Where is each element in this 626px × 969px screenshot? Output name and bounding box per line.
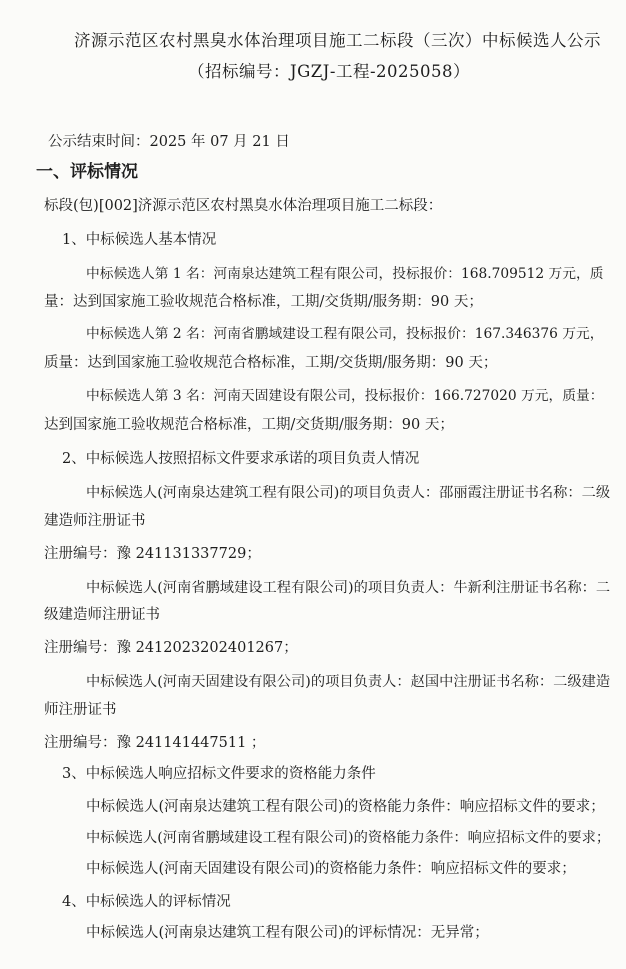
pm-3-line-1: 中标候选人(河南天固建设有限公司)的项目负责人：赵国中注册证书名称：二级建造	[86, 674, 611, 690]
qualification-2: 中标候选人(河南省鹏域建设工程有限公司)的资格能力条件：响应招标文件的要求；	[86, 830, 611, 846]
candidate-1-line-1: 中标候选人第 1 名：河南泉达建筑工程有限公司，投标报价：168.709512 万元，质	[86, 266, 604, 282]
pm-1-line-1: 中标候选人(河南泉达建筑工程有限公司)的项目负责人：邵丽霞注册证书名称：二级	[86, 485, 611, 501]
pm-2-line-1: 中标候选人(河南省鹏域建设工程有限公司)的项目负责人：牛新利注册证书名称：二	[86, 580, 611, 596]
document-title: 济源示范区农村黑臭水体治理项目施工二标段（三次）中标候选人公示	[74, 31, 601, 50]
candidate-3-line-2: 达到国家施工验收规范合格标准，工期/交货期/服务期：90 天；	[44, 417, 454, 433]
candidate-2-line-2: 质量：达到国家施工验收规范合格标准，工期/交货期/服务期：90 天；	[44, 355, 498, 371]
tender-number: （招标编号：JGZJ-工程-2025058）	[188, 62, 471, 81]
evaluation-1: 中标候选人(河南泉达建筑工程有限公司)的评标情况：无异常；	[86, 925, 489, 941]
qualification-3: 中标候选人(河南天固建设有限公司)的资格能力条件：响应招标文件的要求；	[86, 861, 576, 877]
pm-2-line-2: 级建造师注册证书	[44, 607, 160, 623]
subsection-heading-basic-info: 1、中标候选人基本情况	[62, 232, 217, 248]
publication-end-date: 公示结束时间：2025 年 07 月 21 日	[48, 134, 290, 150]
candidate-2-line-1: 中标候选人第 2 名：河南省鹏域建设工程有限公司，投标报价：167.346376 万元，	[86, 326, 604, 342]
candidate-1-line-2: 量：达到国家施工验收规范合格标准，工期/交货期/服务期：90 天；	[44, 294, 483, 310]
pm-3-registration: 注册编号：豫 241141447511 ；	[44, 735, 266, 751]
candidate-3-line-1: 中标候选人第 3 名：河南天固建设有限公司，投标报价：166.727020 万元，质量：	[86, 388, 604, 404]
pm-1-line-2: 建造师注册证书	[44, 513, 146, 529]
subsection-heading-qualifications: 3、中标候选人响应招标文件要求的资格能力条件	[62, 766, 376, 782]
section-heading-evaluation: 一、评标情况	[36, 162, 138, 182]
pm-2-registration: 注册编号：豫 2412023202401267；	[44, 640, 298, 656]
subsection-heading-project-managers: 2、中标候选人按照招标文件要求承诺的项目负责人情况	[62, 451, 420, 467]
qualification-1: 中标候选人(河南泉达建筑工程有限公司)的资格能力条件：响应招标文件的要求；	[86, 799, 605, 815]
bid-section-label: 标段(包)[002]济源示范区农村黑臭水体治理项目施工二标段：	[44, 198, 443, 214]
subsection-heading-evaluation-status: 4、中标候选人的评标情况	[62, 894, 231, 910]
pm-1-registration: 注册编号：豫 241131337729；	[44, 546, 261, 562]
pm-3-line-2: 师注册证书	[44, 702, 117, 718]
